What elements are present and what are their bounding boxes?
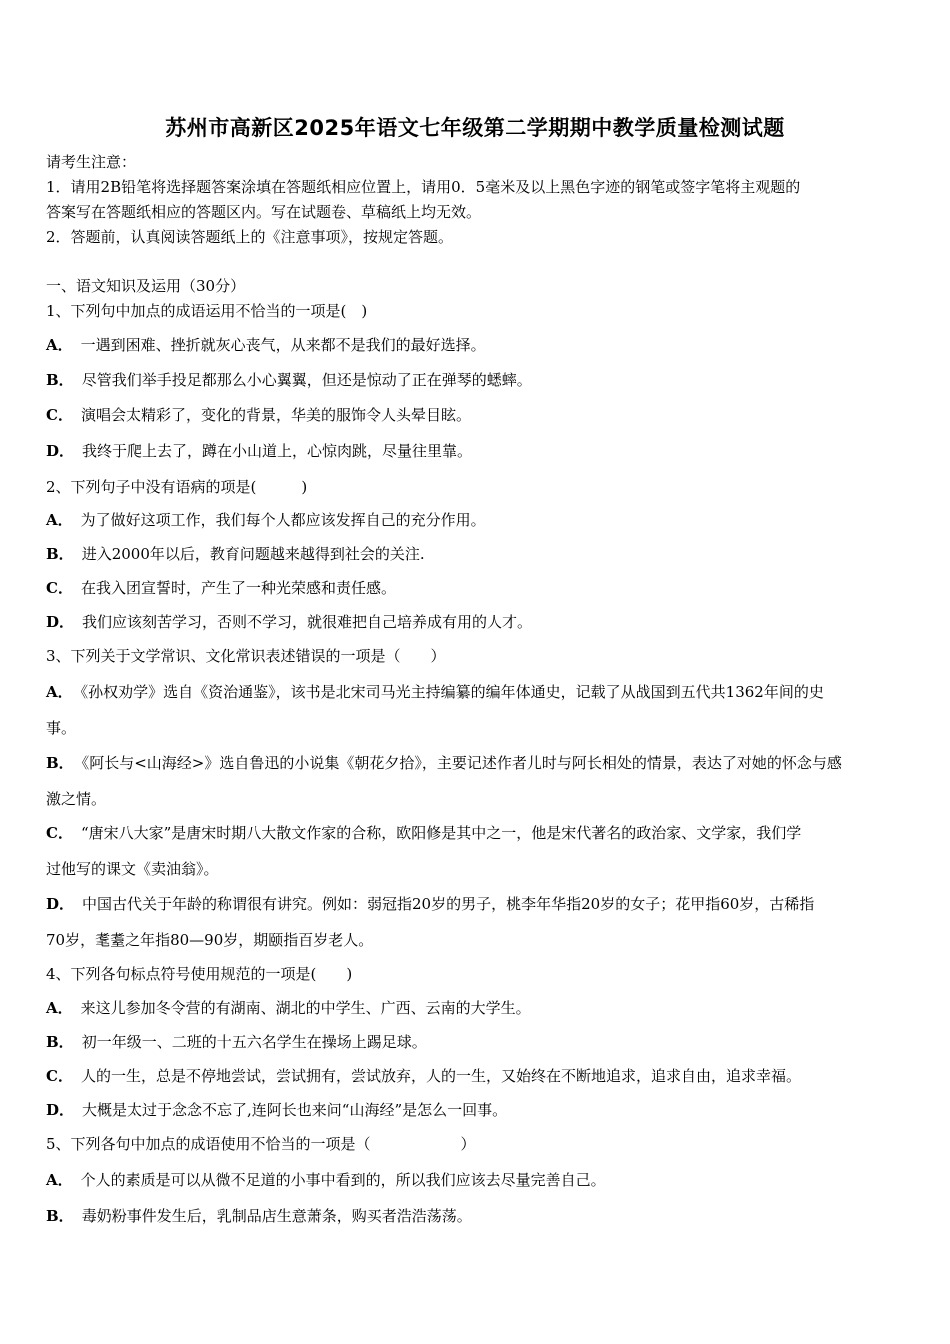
q5-option-b: B． 毒奶粉事件发生后，乳制品店生意萧条，购买者浩浩荡荡。 xyxy=(46,1207,472,1225)
notice-heading: 请考生注意： xyxy=(46,153,137,171)
notice-item1-line2: 答案写在答题纸相应的答题区内。写在试题卷、草稿纸上均无效。 xyxy=(46,203,482,221)
q4-stem: 4、下列各句标点符号使用规范的一项是( ) xyxy=(46,965,353,983)
q1-option-c: C． 演唱会太精彩了，变化的背景，华美的服饰令人头晕目眩。 xyxy=(46,406,471,424)
q3-option-d-cont: 70岁，耄耋之年指80—90岁，期颐指百岁老人。 xyxy=(46,931,374,949)
q3-option-d: D． 中国古代关于年龄的称谓很有讲究。例如：弱冠指20岁的男子，桃李年华指20岁的女子；花甲指60岁，古稀指 xyxy=(46,895,815,913)
q1-option-b: B． 尽管我们举手投足都那么小心翼翼，但还是惊动了正在弹琴的蟋蟀。 xyxy=(46,371,532,389)
q1-stem: 1、下列句中加点的成语运用不恰当的一项是( ) xyxy=(46,302,368,320)
q3-option-a: A． 《孙权劝学》选自《资治通鉴》，该书是北宋司马光主持编纂的编年体通史，记载了从战国到五代共1362年间的史 xyxy=(46,683,824,701)
q5-stem: 5、下列各句中加点的成语使用不恰当的一项是（ ） xyxy=(46,1135,476,1153)
q1-option-d: D． 我终于爬上去了，蹲在小山道上，心惊肉跳，尽量往里靠。 xyxy=(46,442,473,460)
q2-option-d: D． 我们应该刻苦学习，否则不学习，就很难把自己培养成有用的人才。 xyxy=(46,613,533,631)
q3-option-b-cont: 激之情。 xyxy=(46,790,107,808)
page-title: 苏州市高新区2025年语文七年级第二学期期中教学质量检测试题 xyxy=(165,116,785,140)
q4-option-d: D． 大概是太过于念念不忘了,连阿长也来问“山海经”是怎么一回事。 xyxy=(46,1101,508,1119)
q3-stem: 3、下列关于文学常识、文化常识表述错误的一项是（ ） xyxy=(46,647,446,665)
q2-stem: 2、下列句子中没有语病的项是( ) xyxy=(46,478,308,496)
q5-option-a: A． 个人的素质是可以从微不足道的小事中看到的，所以我们应该去尽量完善自己。 xyxy=(46,1171,606,1189)
q4-option-c: C． 人的一生，总是不停地尝试，尝试拥有，尝试放弃，人的一生，又始终在不断地追求，追求自由，追求幸福。 xyxy=(46,1067,801,1085)
q2-option-a: A． 为了做好这项工作，我们每个人都应该发挥自己的充分作用。 xyxy=(46,511,486,529)
q3-option-c: C． “唐宋八大家”是唐宋时期八大散文作家的合称，欧阳修是其中之一，他是宋代著名的政治家、文学家，我们学 xyxy=(46,824,802,842)
q2-option-b: B． 进入2000年以后，教育问题越来越得到社会的关注. xyxy=(46,545,425,563)
notice-item2: 2．答题前，认真阅读答题纸上的《注意事项》，按规定答题。 xyxy=(46,228,454,246)
notice-item1-line1: 1．请用2B铅笔将选择题答案涂填在答题纸相应位置上，请用0．5毫米及以上黑色字迹的钢笔或签字笔将主观题的 xyxy=(46,178,801,196)
q3-option-a-cont: 事。 xyxy=(46,719,77,737)
q4-option-a: A． 来这儿参加冬令营的有湖南、湖北的中学生、广西、云南的大学生。 xyxy=(46,999,531,1017)
q3-option-c-cont: 过他写的课文《卖油翁》。 xyxy=(46,860,219,878)
section-heading: 一、语文知识及运用（30分） xyxy=(46,277,246,295)
q3-option-b: B． 《阿长与<山海经>》选自鲁迅的小说集《朝花夕拾》，主要记述作者儿时与阿长相处的情景，表达了对她的怀念与感 xyxy=(46,754,842,772)
q2-option-c: C． 在我入团宣誓时，产生了一种光荣感和责任感。 xyxy=(46,579,396,597)
q1-option-a: A． 一遇到困难、挫折就灰心丧气，从来都不是我们的最好选择。 xyxy=(46,336,486,354)
q4-option-b: B． 初一年级一、二班的十五六名学生在操场上踢足球。 xyxy=(46,1033,427,1051)
